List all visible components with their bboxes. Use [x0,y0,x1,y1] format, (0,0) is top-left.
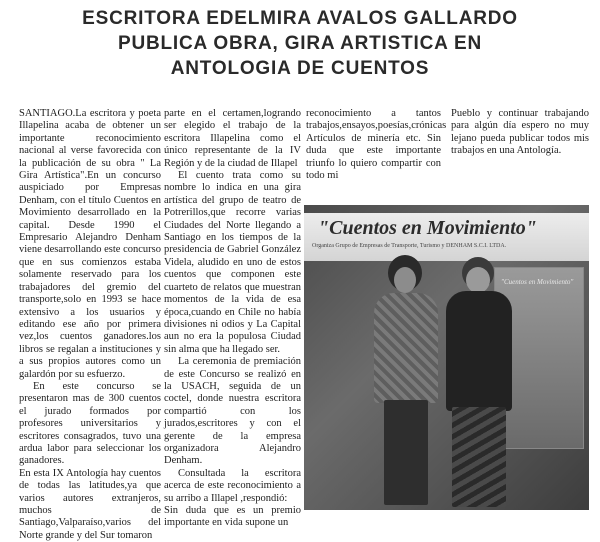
article-column-2 [164,108,301,529]
headline-line-3: ANTOLOGIA DE CUENTOS [170,58,430,79]
article-photo [304,205,589,510]
article-paragraph: El cuento trata como su nombre lo indica en una gira artística del grupo de teatro de Potrerillos,que recorre varias Ciudades del Norte llegando a Santiago en los tiempos de la presidencia de Gabriel González Videla, aludido en uno de estos cuentos que componen este cuarteto de relatos que muestran momentos de la vida de esa época,cuando en Chile no había divisiones ni odios y La Capital aun no era la populosa Ciudad sin alma que ha llegado ser. [164,170,301,355]
article-column-3 [306,108,447,198]
person-left [374,255,444,510]
person-right [444,257,514,510]
article-paragraph: parte en el certamen,logrando ser elegido el trabajo de la escritora Illapelina como el único representante de la IV Región y de la ciudad de Illapel [164,108,301,169]
poster-title: "Cuentos en Movimiento" [501,278,574,286]
article-paragraph: reconocimiento a tantos trabajos,ensayos,poesías,crónicas Artículos de minería etc. Sin duda que este importante triunfo lo quiero compartir con todo mi [306,108,447,182]
banner-subtitle: Organiza Grupo de Empresas de Transporte, Turismo y DENHAM S.C.I. LTDA. [312,243,507,249]
headline [10,6,590,81]
article-paragraph: Pueblo y continuar trabajando para algún día espero no muy lejano pueda publicar todos mis trabajos en una Antología. [451,108,589,157]
event-banner [304,213,589,261]
banner-title: "Cuentos en Movimiento" [318,217,537,239]
article-paragraph: En este concurso se presentaron mas de 300 cuentos el jurado formados por profesores universitarios y escritores consagrados, tuvo una ardua labor para seleccionar los ganadores. [19,380,161,467]
article-paragraph: La ceremonia de premiación de este Concurso se realizó en la USACH, seguida de un coctel, donde nuestra escritora compartió con los jurados,escritores y con el gerente de la empresa organizadora Alejandro Denham. [164,356,301,467]
headline-line-2: PUBLICA OBRA, GIRA ARTISTICA EN [118,33,482,54]
article-column-4 [451,108,589,178]
article-column-1 [19,108,161,541]
article-paragraph: En esta IX Antología hay cuentos de todas las latitudes,ya que varios autores extranjeros, muchos de Santiago,Valparaíso,varios del Norte grande y del Sur tomaron [19,467,161,541]
headline-line-1: ESCRITORA EDELMIRA AVALOS GALLARDO [82,8,518,29]
article-paragraph: Consultada la escritora acerca de este reconocimiento a su arribo a Illapel ,respondió: [164,467,301,504]
article-paragraph: Sin duda que es un premio importante en vida supone un [164,505,301,529]
article-paragraph: SANTIAGO.La escritora y poeta Illapelina acaba de obtener un importante reconocimiento nacional al verse favorecida con la publicación de su obra " La Gira Artística".En un concurso auspiciado por Empresas Denham, con el título Cuentos en Movimiento desarrollado en la capital. Desde 1990 el Empresario Alejandro Denham viene desarrollando este concurso que en sus comienzos estaba solamente reservado para los trabajadores del gremio del transporte,solo en 1993 se hace extensivo a los usuarios y editando ese año por primera vez,los cuentos ganadores.los libros se regalan a instituciones y a sus propios autores como un galardón por su esfuerzo. [19,108,161,380]
